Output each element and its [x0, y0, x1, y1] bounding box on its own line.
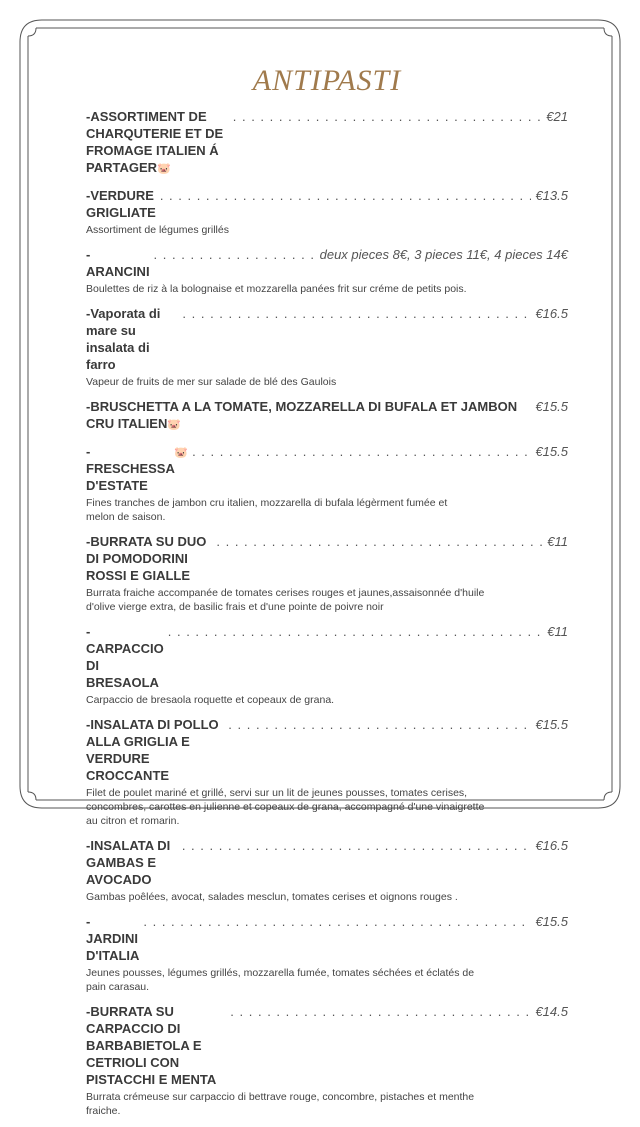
menu-item [86, 913, 568, 994]
item-name-continued: PARTAGER [86, 160, 158, 175]
item-description: Fines tranches de jambon cru italien, mozzarella di bufala légèrment fumée et [86, 497, 448, 509]
item-name: -BURRATA SU CARPACCIO DI BARBABIETOLA E CETRIOLI CON [86, 1004, 202, 1070]
item-name: -JARDINI D'ITALIA [86, 914, 140, 963]
leader-dots [182, 305, 531, 322]
leader-dots [233, 108, 543, 125]
leader-dots [168, 623, 544, 640]
item-price: €16.5 [535, 838, 568, 853]
menu-item [86, 108, 568, 178]
menu-item [86, 398, 568, 434]
pig-icon: 🐷 [157, 163, 171, 175]
item-name: -ASSORTIMENT DE CHARQUTERIE ET DE FROMAGE ITALIEN Á [86, 109, 224, 158]
leader-dots [154, 246, 316, 263]
item-description: Assortiment de légumes grillés [86, 224, 229, 236]
menu-item [86, 837, 568, 904]
item-description-continued: au citron et romarin. [86, 815, 180, 827]
item-name: -INSALATA DI GAMBAS E AVOCADO [86, 838, 171, 887]
item-price: €15.5 [535, 444, 568, 459]
menu-item [86, 187, 568, 237]
item-name: -INSALATA DI POLLO ALLA GRIGLIA E VERDURE CROCCANTE [86, 717, 219, 783]
menu-item [86, 623, 568, 707]
item-description: Burrata fraiche accompanée de tomates cerises rouges et jaunes,assaisonnée d'huile [86, 587, 485, 599]
item-description-continued: d'olive vierge extra, de basilic frais et d'une pointe de poivre noir [86, 601, 384, 613]
item-price: €15.5 [535, 399, 568, 414]
item-price: €15.5 [535, 914, 568, 929]
leader-dots [160, 187, 532, 204]
item-name: -BRUSCHETTA A LA TOMATE, MOZZARELLA DI BUFALA ET JAMBON [86, 399, 518, 414]
pig-icon: 🐷 [167, 419, 182, 431]
menu-page [86, 64, 568, 1127]
item-description: Vapeur de fruits de mer sur salade de blé des Gaulois [86, 376, 337, 388]
item-name: -VERDURE GRIGLIATE [86, 188, 156, 220]
item-price: €16.5 [535, 306, 568, 321]
menu-item [86, 533, 568, 614]
item-description-continued: melon de saison. [86, 511, 166, 523]
item-price: €14.5 [535, 1004, 568, 1019]
leader-dots [216, 533, 543, 550]
item-name-continued: PISTACCHI E MENTA [86, 1072, 217, 1087]
leader-dots [228, 716, 531, 733]
item-description: Carpaccio de bresaola roquette et copeaux de grana. [86, 694, 335, 706]
item-name-continued: CRU ITALIEN [86, 416, 168, 431]
menu-item [86, 716, 568, 828]
item-name: -Vaporata di mare su insalata di farro [86, 306, 161, 372]
item-description: Burrata crémeuse sur carpaccio di bettrave rouge, concombre, pistaches et menthe [86, 1091, 475, 1103]
menu-item [86, 246, 568, 296]
page-title: ANTIPASTI [252, 64, 402, 97]
menu-item [86, 1003, 568, 1118]
item-description: Filet de poulet mariné et grillé, servi sur un lit de jeunes pousses, tomates cerises, [86, 787, 468, 799]
item-description-continued: pain carasau. [86, 981, 150, 993]
menu-item [86, 443, 568, 524]
leader-dots [230, 1003, 531, 1020]
item-name: -CARPACCIO DI BRESAOLA [86, 624, 164, 690]
pig-icon: 🐷 [174, 447, 189, 459]
leader-dots [143, 913, 531, 930]
item-description: Boulettes de riz à la bolognaise et mozzarella panées frit sur créme de petits pois. [86, 283, 467, 295]
leader-dots [192, 443, 531, 460]
item-price: €11 [547, 624, 568, 639]
item-description: Jeunes pousses, légumes grillés, mozzarella fumée, tomates séchées et éclatés de [86, 967, 475, 979]
item-price: deux pieces 8€, 3 pieces 11€, 4 pieces 14€ [319, 247, 568, 262]
item-description-continued: fraiche. [86, 1105, 121, 1117]
item-description: Gambas poêlées, avocat, salades mesclun, tomates cerises et oignons rouges . [86, 891, 458, 903]
item-description-continued: concombres, carottes en julienne et copeaux de grana, accompagné d'une vinaigrette [86, 801, 485, 813]
item-name: -BURRATA SU DUO DI POMODORINI ROSSI E GIALLE [86, 534, 207, 583]
item-price: €13.5 [535, 188, 568, 203]
leader-dots [182, 837, 532, 854]
menu-item [86, 305, 568, 389]
item-name: -ARANCINI [86, 247, 150, 279]
item-name: -FRESCHESSA D'ESTATE [86, 444, 175, 493]
item-price: €11 [547, 534, 568, 549]
item-price: €15.5 [535, 717, 568, 732]
item-price: €21 [546, 109, 568, 124]
